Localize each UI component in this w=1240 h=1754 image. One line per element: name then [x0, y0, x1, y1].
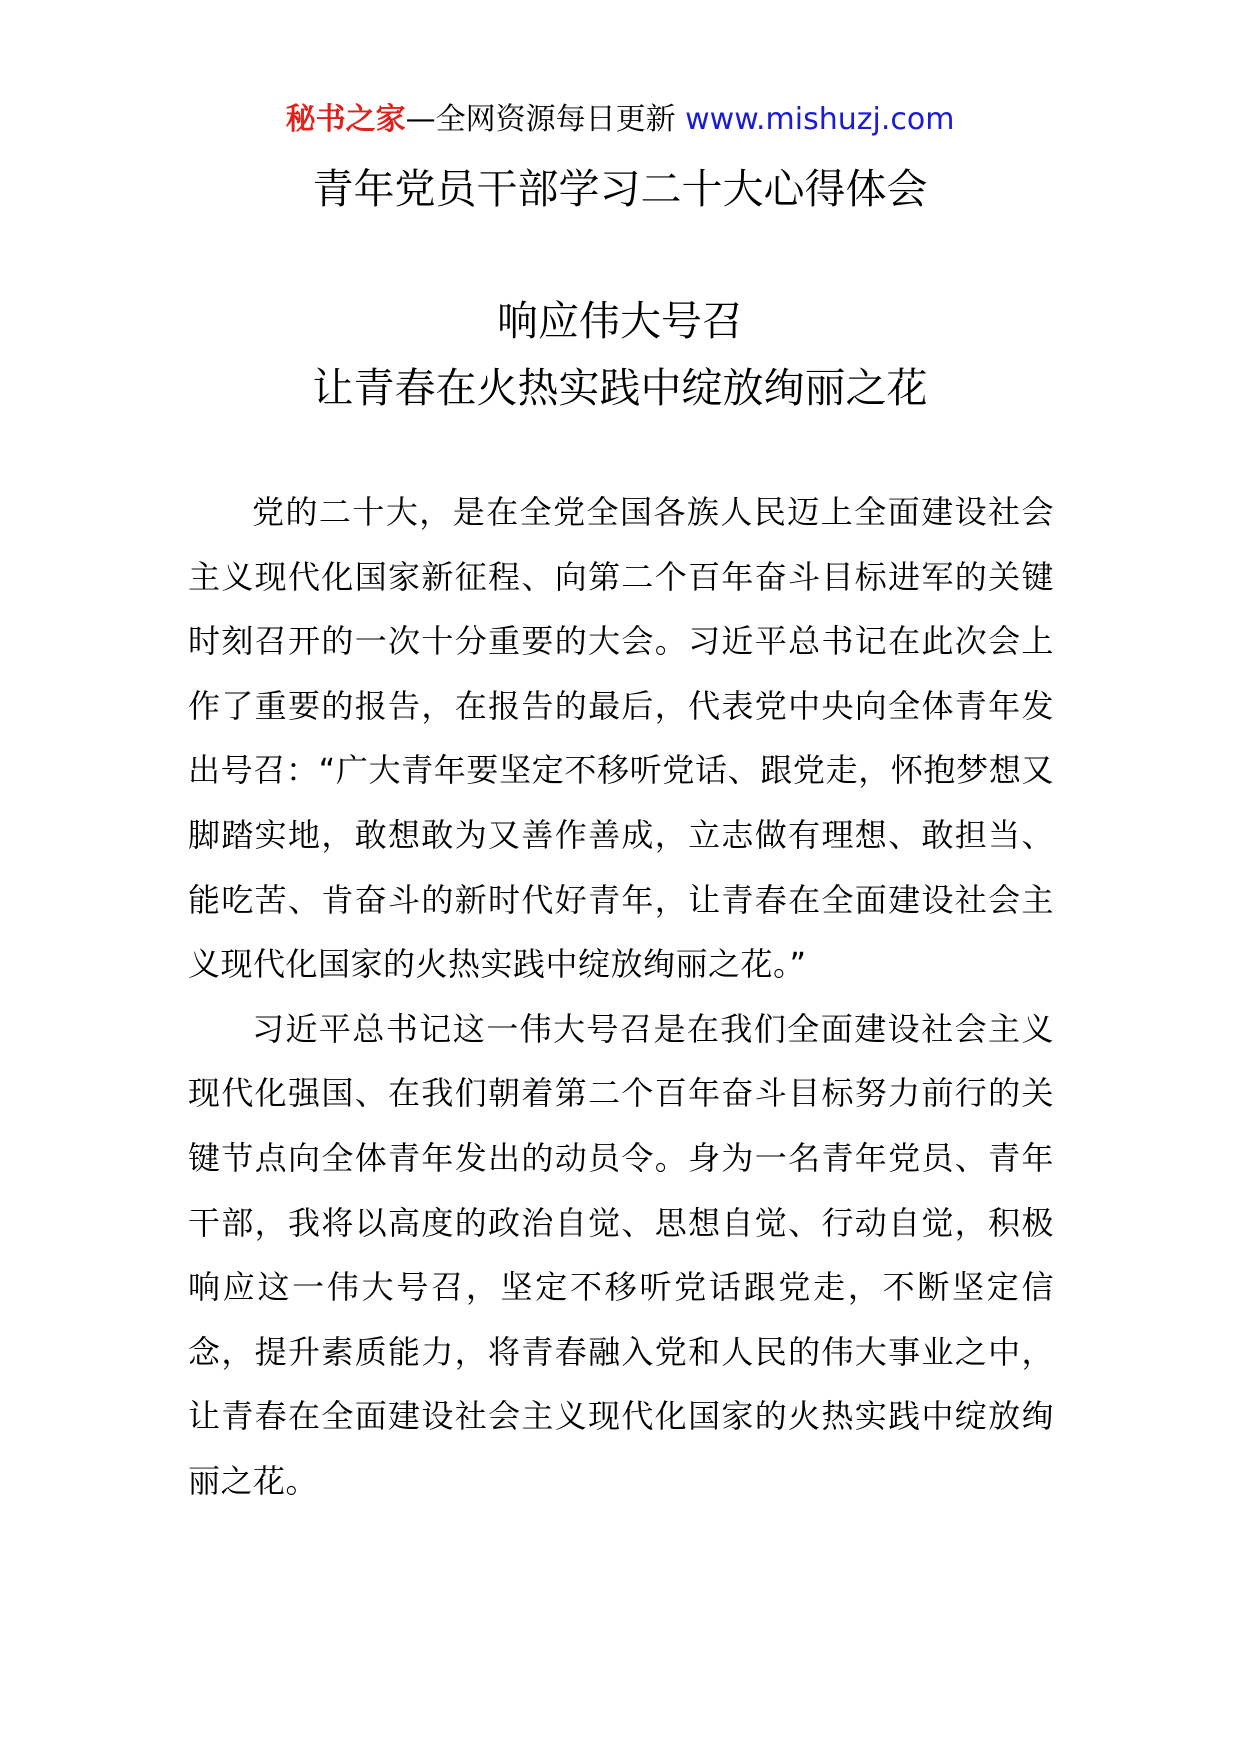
- site-tagline: —全网资源每日更新: [405, 102, 676, 137]
- site-url-link[interactable]: www.mishuzj.com: [685, 102, 955, 137]
- document-subtitle-line-1: 响应伟大号召: [497, 297, 743, 345]
- document-subtitle-line-2: 让青春在火热实践中绽放绚丽之花: [312, 364, 928, 412]
- site-brand: 秘书之家: [285, 102, 406, 137]
- body-paragraph-2: 习近平总书记这一伟大号召是在我们全面建设社会主义现代化强国、在我们朝着第二个百年奋斗目标努力前行的关键节点向全体青年发出的动员令。身为一名青年党员、青年干部，我将以高度的政治自觉、思想自觉、行动自觉，积极响应这一伟大号召，坚定不移听党话跟党走，不断坚定信念，提升素质能力，将青春融入党和人民的伟大事业之中，让青春在全面建设社会主义现代化国家的火热实践中绽放绚丽之花。: [188, 1009, 1054, 1500]
- site-header: [0, 100, 1240, 140]
- body-paragraph-1: 党的二十大，是在全党全国各族人民迈上全面建设社会主义现代化国家新征程、向第二个百年奋斗目标进军的关键时刻召开的一次十分重要的大会。习近平总书记在此次会上作了重要的报告，在报告的最后，代表党中央向全体青年发出号召：“广大青年要坚定不移听党话、跟党走，怀抱梦想又脚踏实地，敢想敢为又善作善成，立志做有理想、敢担当、能吃苦、肯奋斗的新时代好青年，让青春在全面建设社会主义现代化国家的火热实践中绽放绚丽之花。”: [188, 493, 1054, 984]
- document-title: 青年党员干部学习二十大心得体会: [312, 165, 928, 213]
- document-body: [188, 480, 1054, 1514]
